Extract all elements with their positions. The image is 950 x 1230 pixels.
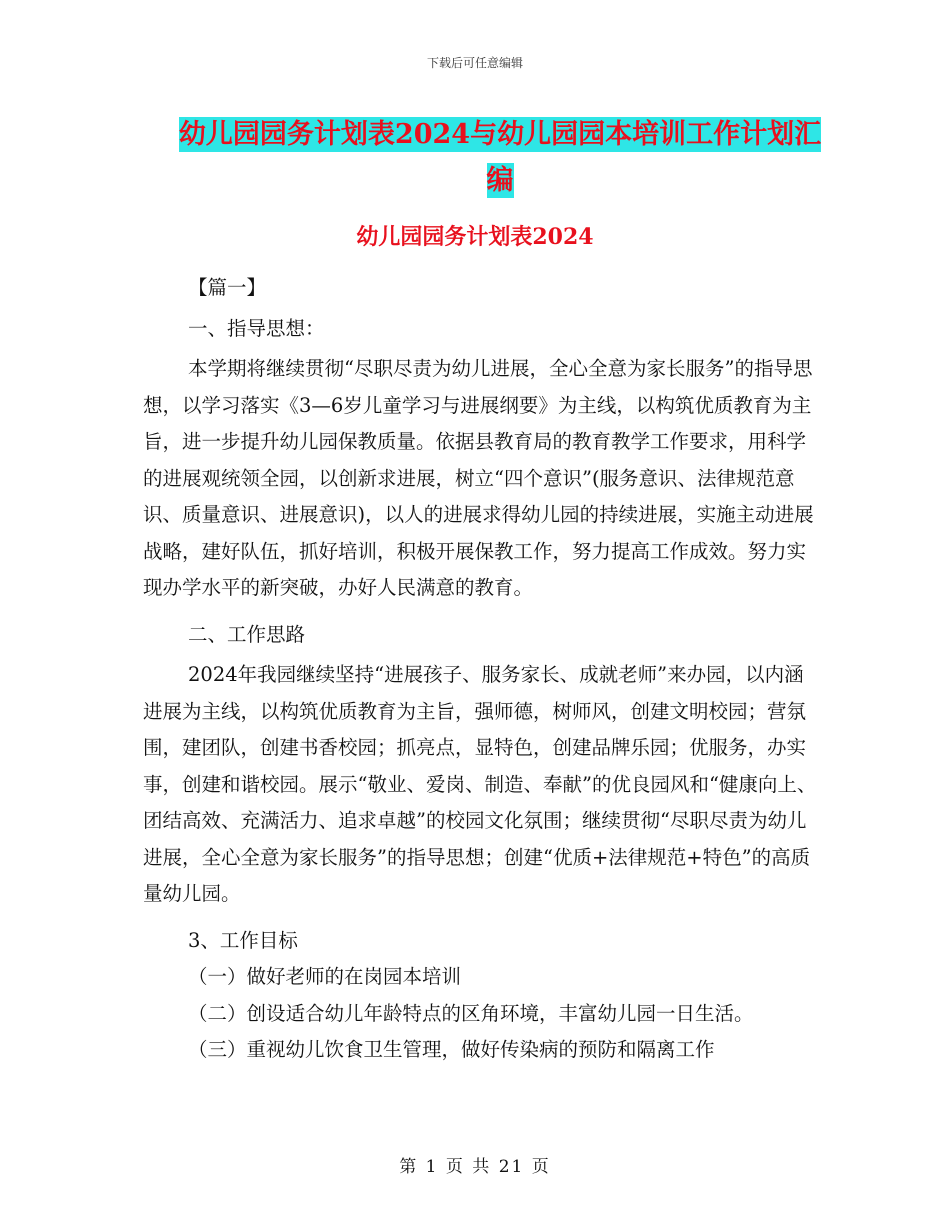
page-footer: 第 1 页 共 21 页 [399,1157,551,1177]
goal-item: （二）创设适合幼儿年龄特点的区角环境，丰富幼儿园一日生活。 [188,1001,754,1025]
section-label: 【篇一】 [188,276,267,299]
heading-guiding-thought: 一、指导思想： [188,316,325,340]
title-line-2: 编 [486,165,514,196]
heading-work-goals: 3、工作目标 [188,928,298,952]
document-title [140,112,860,204]
goal-item: （一）做好老师的在岗园本培训 [188,965,462,988]
goal-item: （三）重视幼儿饮食卫生管理，做好传染病的预防和隔离工作 [188,1038,715,1061]
section-title: 幼儿园园务计划表2024 [356,224,594,250]
paragraph-work-approach: 2024年我园继续坚持“进展孩子、服务家长、成就老师”来办园，以内涵进展为主线，以构筑优质教育为主旨，强师德，树师风，创建文明校园；营氛围，建团队，创建书香校园；抓亮点，显特色，创建品牌乐园；优服务，办实事，创建和谐校园。展示“敬业、爱岗、制造、奉献”的优良园风和“健康向上、团结高效、充满活力、追求卓越”的校园文化氛围；继续贯彻“尽职尽责为幼儿进展，全心全意为家长服务”的指导思想；创建“优质+法律规范+特色”的高质量幼儿园。 [143,663,817,905]
title-line-1: 幼儿园园务计划表2024与幼儿园园本培训工作计划汇 [178,119,822,150]
heading-work-approach: 二、工作思路 [188,622,306,646]
header-note: 下载后可任意编辑 [426,56,523,70]
document-body [143,270,823,1069]
paragraph-guiding-thought: 本学期将继续贯彻“尽职尽责为幼儿进展，全心全意为家长服务”的指导思想，以学习落实《3—6岁儿童学习与进展纲要》为主线，以构筑优质教育为主旨，进一步提升幼儿园保教质量。依据县教育局的教育教学工作要求，用科学的进展观统领全园，以创新求进展，树立“四个意识”(服务意识、法律规范意识、质量意识、进展意识)，以人的进展求得幼儿园的持续进展，实施主动进展战略，建好队伍，抓好培训，积极开展保教工作，努力提高工作成效。努力实现办学水平的新突破，办好人民满意的教育。 [143,357,814,599]
